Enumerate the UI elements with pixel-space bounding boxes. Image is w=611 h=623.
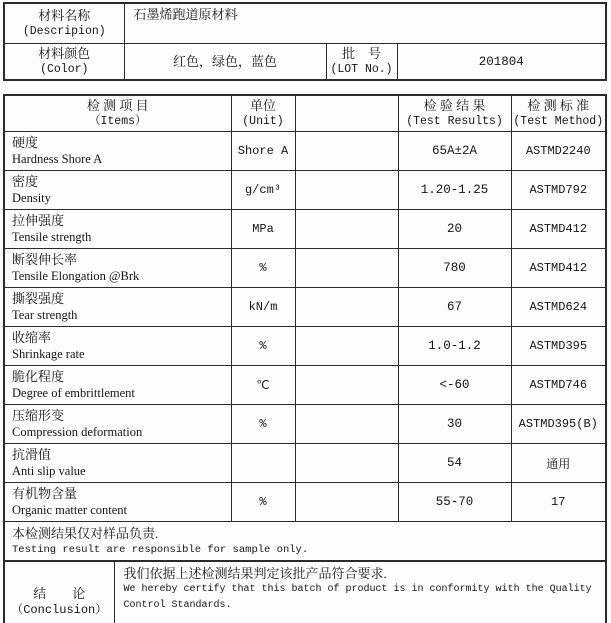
conclusion-label-en: （Conclusion） [11,602,108,617]
material-color-row [4,44,606,81]
item-en: Tear strength [12,308,78,322]
table-row [4,249,606,288]
blank-cell [295,288,398,327]
unit-cell: % [231,249,295,288]
note-cell [4,522,606,562]
blank-cell [295,444,398,483]
result-cell: 780 [398,249,511,288]
item-zh: 拉伸强度 [12,213,65,228]
item-zh: 压缩形变 [12,408,65,423]
conclusion-row [4,561,606,623]
header-items-en: （Items） [88,115,147,128]
item-zh: 有机物含量 [12,486,78,501]
method-cell: ASTMD792 [511,171,606,210]
blank-cell [295,132,398,171]
table-row [4,483,606,522]
header-method-en: (Test Method) [513,115,604,128]
unit-cell: kN/m [231,288,295,327]
method-cell: ASTMD412 [511,210,606,249]
blank-cell [295,405,398,444]
item-name-cell [4,405,231,444]
method-cell: ASTMD2240 [511,132,606,171]
material-color-label-zh: 材料颜色 [38,46,91,61]
blank-cell [295,327,398,366]
unit-cell: % [231,483,295,522]
result-cell: <-60 [398,366,511,405]
material-name-label-zh: 材料名称 [38,8,91,23]
material-color-label-en: (Color) [40,63,89,76]
blank-cell [295,171,398,210]
conclusion-table [3,560,607,623]
material-color-label-cell [4,44,124,81]
note-row [4,522,606,562]
blank-cell [295,249,398,288]
table-row [4,327,606,366]
method-cell: 通用 [511,444,606,483]
item-en: Anti slip value [12,464,86,478]
header-unit-en: (Unit) [242,115,284,128]
header-unit-zh: 单位 [249,98,276,113]
item-name-cell [4,288,231,327]
header-results-zh: 检 验 结 果 [423,98,486,113]
conclusion-label-zh: 结 论 [33,585,86,601]
result-cell: 30 [398,405,511,444]
unit-cell: ℃ [231,366,295,405]
header-unit-cell [231,95,295,132]
item-zh: 脆化程度 [12,369,65,384]
unit-cell: % [231,327,295,366]
item-name-cell [4,483,231,522]
item-name-cell [4,132,231,171]
item-name-cell [4,444,231,483]
conclusion-zh: 我们依据上述检测结果判定该批产品符合要求. [123,566,387,581]
test-results-table [3,94,607,562]
item-en: Tensile Elongation @Brk [12,269,140,283]
header-items-zh: 检 测 项 目 [86,98,149,113]
material-color-value-cell [124,44,326,81]
item-zh: 抗滑值 [12,447,52,462]
blank-cell [295,210,398,249]
header-row [4,95,606,132]
material-name-row [4,3,606,44]
item-en: Degree of embrittlement [12,386,135,400]
unit-cell: % [231,405,295,444]
item-en: Hardness Shore A [12,152,103,166]
item-en: Organic matter content [12,503,128,517]
lot-label-en: (LOT No.) [330,63,393,76]
note-zh: 本检测结果仅对样品负责. [12,525,159,541]
result-cell: 54 [398,444,511,483]
conclusion-label-cell [4,561,114,623]
table-row [4,132,606,171]
result-cell: 67 [398,288,511,327]
material-name-value-cell [124,3,606,44]
header-method-zh: 检 测 标 准 [527,98,590,113]
lot-label-cell [326,44,397,81]
method-cell: ASTMD412 [511,249,606,288]
method-cell: ASTMD395 [511,327,606,366]
result-cell: 20 [398,210,511,249]
item-en: Tensile strength [12,230,92,244]
header-results-en: (Test Results) [406,115,503,128]
item-en: Shrinkage rate [12,347,85,361]
conclusion-text-cell [114,561,606,623]
blank-cell [295,483,398,522]
item-zh: 密度 [12,174,39,189]
header-results-cell [398,95,511,132]
material-name-label-cell [4,3,124,44]
result-cell: 1.20-1.25 [398,171,511,210]
header-blank-cell [295,95,398,132]
lot-label-zh: 批 号 [341,46,381,61]
item-zh: 撕裂强度 [12,291,65,306]
result-cell: 55-70 [398,483,511,522]
result-cell: 1.0-1.2 [398,327,511,366]
table-row [4,366,606,405]
method-cell: ASTMD624 [511,288,606,327]
item-name-cell [4,210,231,249]
table-row [4,444,606,483]
unit-cell: MPa [231,210,295,249]
blank-cell [295,366,398,405]
table-row [4,171,606,210]
item-name-cell [4,366,231,405]
test-results-block [3,94,605,623]
table-row [4,405,606,444]
result-cell: 65A±2A [398,132,511,171]
unit-cell [231,444,295,483]
item-name-cell [4,249,231,288]
item-en: Compression deformation [12,425,143,439]
material-name-label-en: (Descripion) [22,25,106,38]
material-info-table [3,2,607,81]
note-en: Testing result are responsible for sample only. [12,543,309,556]
item-name-cell [4,327,231,366]
item-zh: 硬度 [12,135,39,150]
table-row [4,210,606,249]
header-method-cell [511,95,606,132]
table-row [4,288,606,327]
material-name-value: 石墨烯跑道原材料 [133,7,238,22]
header-items-cell [4,95,231,132]
unit-cell: Shore A [231,132,295,171]
item-zh: 收缩率 [12,330,52,345]
conclusion-en: We hereby certify that this batch of product is in conformity with the Quality Control Standards. [123,584,592,611]
method-cell: ASTMD395(B) [511,405,606,444]
unit-cell: g/cm³ [231,171,295,210]
method-cell: 17 [511,483,606,522]
item-zh: 断裂伸长率 [12,252,78,267]
lot-value: 201804 [397,44,606,81]
item-name-cell [4,171,231,210]
method-cell: ASTMD746 [511,366,606,405]
item-en: Density [12,191,51,205]
material-color-value: 红色，绿色，蓝色 [172,54,277,69]
